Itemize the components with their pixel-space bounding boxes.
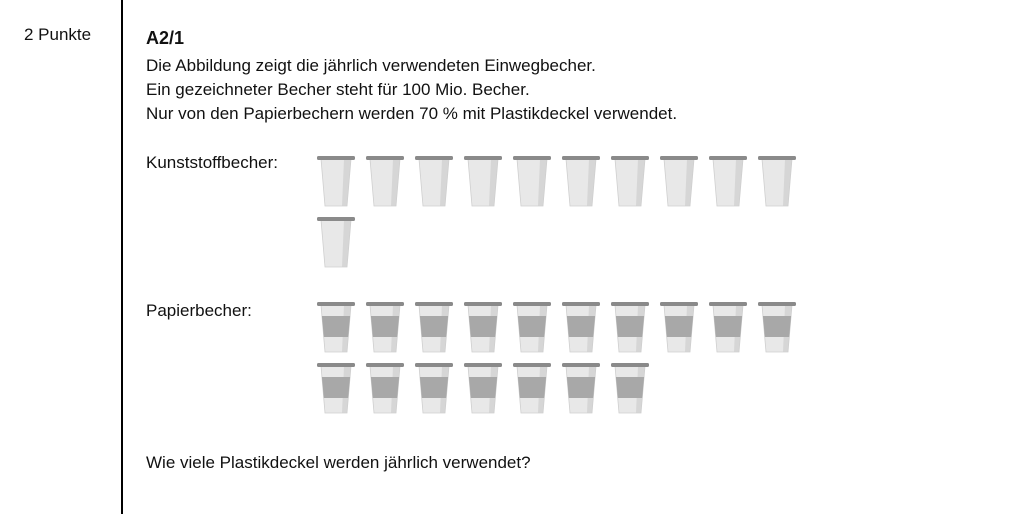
intro-line-1: Die Abbildung zeigt die jährlich verwendeten Einwegbecher. (146, 56, 596, 75)
paper-cup-grid (316, 301, 797, 414)
paper-cup-icon (414, 301, 454, 353)
plastic-cup-icon (757, 155, 797, 207)
paper-cup-icon (561, 362, 601, 414)
plastic-row-label: Kunststoffbecher: (146, 153, 278, 172)
paper-cup-icon (561, 301, 601, 353)
paper-cup-icon (463, 301, 503, 353)
plastic-cup-icon (316, 216, 356, 268)
paper-row-label: Papierbecher: (146, 301, 252, 320)
points-label: 2 Punkte (24, 25, 92, 44)
plastic-cup-icon (659, 155, 699, 207)
paper-cup-icon (365, 301, 405, 353)
paper-cup-icon (610, 301, 650, 353)
plastic-cup-grid (316, 155, 797, 268)
paper-cup-icon (757, 301, 797, 353)
paper-cup-icon (512, 362, 552, 414)
plastic-cup-icon (365, 155, 405, 207)
plastic-cup-icon (610, 155, 650, 207)
intro-line-3: Nur von den Papierbechern werden 70 % mit Plastikdeckel verwendet. (146, 104, 678, 123)
plastic-cup-icon (463, 155, 503, 207)
plastic-cup-icon (414, 155, 454, 207)
paper-cup-icon (414, 362, 454, 414)
vertical-divider (121, 0, 123, 514)
plastic-cup-icon (316, 155, 356, 207)
paper-cup-icon (316, 301, 356, 353)
paper-cup-icon (659, 301, 699, 353)
plastic-cup-icon (561, 155, 601, 207)
intro-line-2: Ein gezeichneter Becher steht für 100 Mio. Becher. (146, 80, 530, 99)
paper-cup-icon (463, 362, 503, 414)
question: Wie viele Plastikdeckel werden jährlich verwendet? (146, 453, 531, 472)
paper-cup-icon (708, 301, 748, 353)
paper-cup-icon (365, 362, 405, 414)
plastic-cup-icon (708, 155, 748, 207)
task-id: A2/1 (146, 28, 185, 48)
paper-cup-icon (512, 301, 552, 353)
paper-cup-icon (610, 362, 650, 414)
plastic-cup-icon (512, 155, 552, 207)
paper-cup-icon (316, 362, 356, 414)
